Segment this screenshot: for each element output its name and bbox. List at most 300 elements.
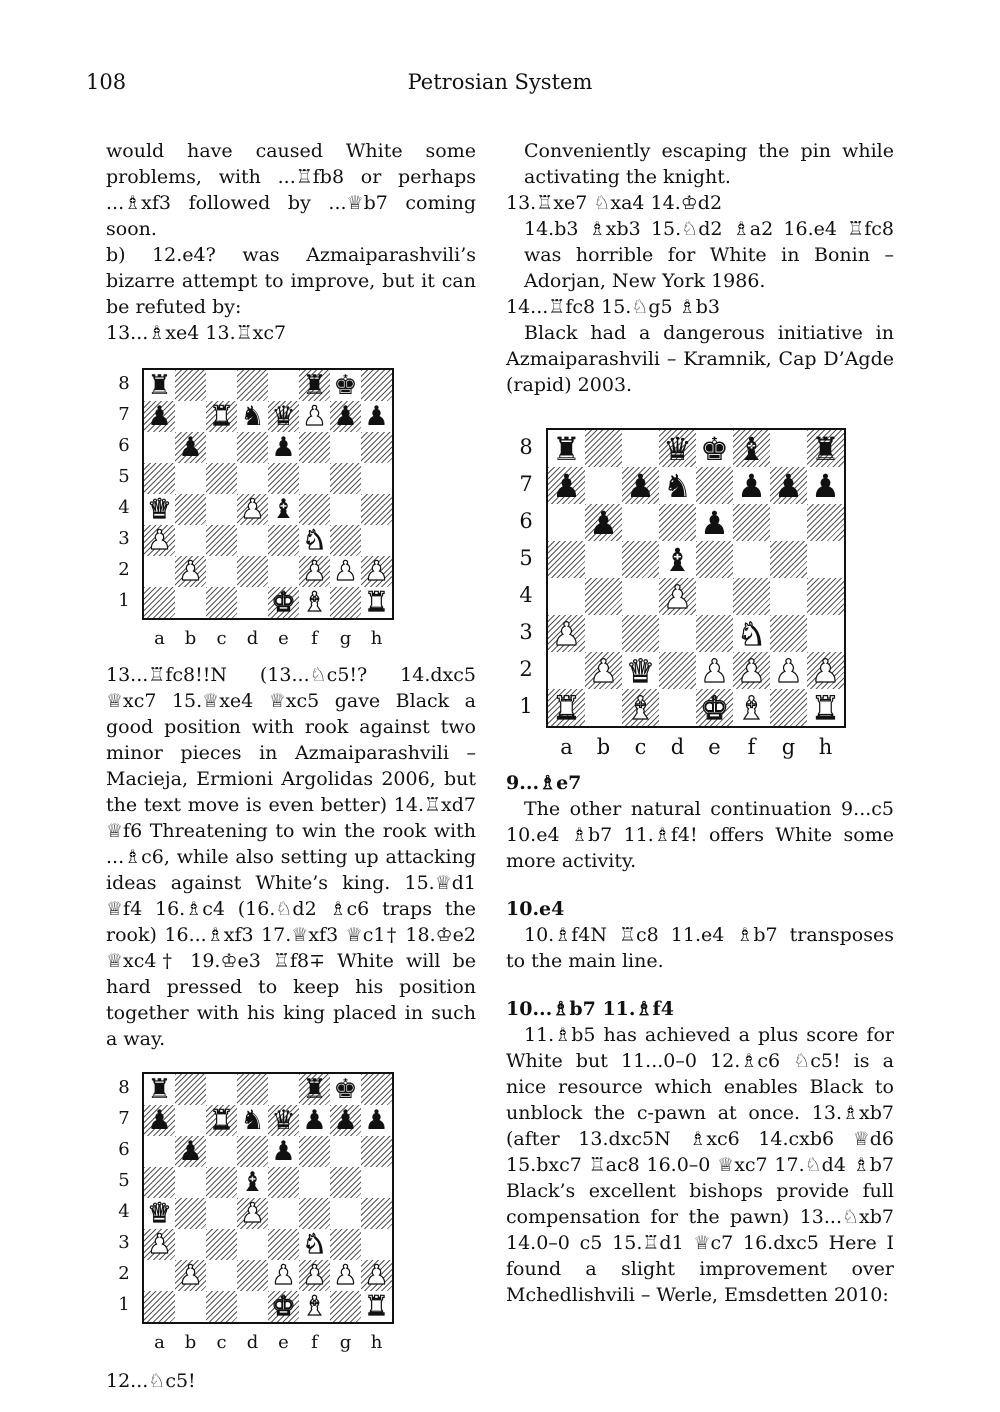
black-pawn-icon: ♟ (737, 466, 766, 505)
rank-label: 8 (118, 1076, 130, 1098)
board-square (299, 432, 330, 463)
board-square (268, 463, 299, 494)
board-square (237, 587, 268, 618)
board-square (330, 1136, 361, 1167)
file-label: f (747, 735, 756, 759)
board-square (268, 1105, 299, 1136)
board-square (206, 432, 237, 463)
board-square (622, 504, 659, 541)
board-square (622, 467, 659, 504)
board-square (299, 1260, 330, 1291)
board-square (330, 1291, 361, 1322)
board-square (175, 1167, 206, 1198)
black-king-icon: ♚ (333, 1074, 358, 1105)
file-label: a (154, 628, 165, 649)
board-square (585, 504, 622, 541)
board-square (144, 1167, 175, 1198)
black-pawn-icon: ♟ (552, 466, 581, 505)
white-queen-icon: ♛ (626, 651, 655, 690)
paragraph: b) 12.e4? was Azmaiparashvili’s bizarre attempt to improve, but it can be refuted by: (106, 244, 476, 318)
board-square (330, 432, 361, 463)
file-label: d (670, 735, 685, 759)
board-square (175, 1074, 206, 1105)
left-column (106, 138, 476, 1394)
board-square (144, 1198, 175, 1229)
rank-label: 5 (118, 465, 130, 487)
white-knight-icon: ♞ (302, 1229, 327, 1260)
board-square (206, 525, 237, 556)
board-square (237, 1291, 268, 1322)
rank-label: 3 (519, 619, 533, 644)
white-bishop-icon: ♝ (737, 688, 766, 727)
board-square (144, 1074, 175, 1105)
board-square (144, 432, 175, 463)
board-square (733, 504, 770, 541)
board-square (237, 1229, 268, 1260)
rank-label: 1 (118, 589, 130, 611)
rank-label: 3 (118, 527, 130, 549)
paragraph: The other natural continuation 9...c5 10.e4 ♗b7 11.♗f4! offers White some more activity. (506, 798, 894, 872)
white-rook-icon: ♜ (209, 1105, 234, 1136)
move-heading: 10.e4 (506, 898, 565, 920)
board-square (807, 689, 844, 726)
chess-diagram-3 (506, 428, 894, 760)
board-square (299, 401, 330, 432)
file-label: d (246, 1332, 259, 1353)
file-label: a (560, 735, 573, 759)
white-pawn-icon: ♟ (552, 614, 581, 653)
white-pawn-icon: ♟ (663, 577, 692, 616)
board-square (548, 652, 585, 689)
board-square (733, 467, 770, 504)
white-rook-icon: ♜ (364, 1291, 389, 1322)
board-square (237, 494, 268, 525)
move-heading: 9...♗e7 (506, 772, 582, 794)
board-square (659, 541, 696, 578)
board-square (175, 1105, 206, 1136)
board-square (548, 504, 585, 541)
board-square (622, 541, 659, 578)
rank-label: 8 (519, 434, 533, 459)
board-square (175, 432, 206, 463)
board-square (268, 1167, 299, 1198)
board-square (361, 370, 392, 401)
board-square (237, 1198, 268, 1229)
board-square (361, 1167, 392, 1198)
rank-label: 7 (519, 471, 533, 496)
board-square (268, 432, 299, 463)
board-square (206, 1229, 237, 1260)
right-column (506, 138, 894, 1308)
rank-label: 5 (519, 545, 533, 570)
rank-label: 2 (118, 558, 130, 580)
board-square (206, 1136, 237, 1167)
board-square (330, 494, 361, 525)
black-bishop-icon: ♝ (663, 540, 692, 579)
board-square (144, 1105, 175, 1136)
board-square (299, 1291, 330, 1322)
rank-label: 4 (519, 582, 533, 607)
white-pawn-icon: ♟ (147, 1229, 172, 1260)
rank-label: 3 (118, 1231, 130, 1253)
board-square (144, 525, 175, 556)
rank-label: 2 (118, 1262, 130, 1284)
rank-label: 2 (519, 656, 533, 681)
white-pawn-icon: ♟ (302, 556, 327, 587)
board-square (330, 1105, 361, 1136)
white-pawn-icon: ♟ (700, 651, 729, 690)
black-king-icon: ♚ (333, 370, 358, 401)
black-knight-icon: ♞ (663, 466, 692, 505)
board-square (733, 615, 770, 652)
rank-label: 6 (118, 434, 130, 456)
board-square (361, 556, 392, 587)
file-label: b (596, 735, 611, 759)
file-labels (106, 626, 392, 652)
board-square (361, 587, 392, 618)
chess-diagram-2 (106, 1072, 476, 1356)
board-square (330, 1074, 361, 1105)
board-square (206, 1167, 237, 1198)
board-square (175, 1229, 206, 1260)
board-square (361, 494, 392, 525)
file-label: c (216, 1332, 227, 1353)
board-square (268, 1260, 299, 1291)
white-pawn-icon: ♟ (302, 1260, 327, 1291)
board-square (361, 1105, 392, 1136)
board-square (330, 525, 361, 556)
board-square (733, 652, 770, 689)
board-square (330, 401, 361, 432)
black-king-icon: ♚ (700, 429, 729, 468)
rank-label: 4 (118, 1200, 130, 1222)
board-square (206, 1260, 237, 1291)
rank-labels (106, 1072, 142, 1324)
board-square (206, 1291, 237, 1322)
white-pawn-icon: ♟ (589, 651, 618, 690)
board-square (659, 652, 696, 689)
board-square (175, 463, 206, 494)
board-square (622, 689, 659, 726)
board-square (548, 467, 585, 504)
board-square (175, 1198, 206, 1229)
rank-label: 4 (118, 496, 130, 518)
board-square (696, 615, 733, 652)
board-square (330, 463, 361, 494)
page-number: 108 (86, 70, 127, 94)
board-square (696, 504, 733, 541)
black-queen-icon: ♛ (663, 429, 692, 468)
file-label: e (708, 735, 721, 759)
black-pawn-icon: ♟ (178, 432, 203, 463)
running-head: Petrosian System (407, 70, 593, 94)
board-square (585, 652, 622, 689)
file-labels (506, 734, 844, 760)
board-square (770, 652, 807, 689)
board-square (696, 541, 733, 578)
rank-label: 6 (118, 1138, 130, 1160)
rank-labels (506, 428, 546, 728)
board-square (807, 578, 844, 615)
rank-label: 1 (118, 1293, 130, 1315)
board-square (268, 1136, 299, 1167)
board-square (585, 615, 622, 652)
board-square (237, 525, 268, 556)
board-square (585, 578, 622, 615)
black-rook-icon: ♜ (302, 1074, 327, 1105)
white-queen-icon: ♛ (147, 494, 172, 525)
board-square (696, 689, 733, 726)
board-square (696, 467, 733, 504)
black-rook-icon: ♜ (552, 429, 581, 468)
chess-board (546, 428, 846, 728)
board-square (237, 1167, 268, 1198)
file-label: g (339, 1332, 352, 1353)
board-square (299, 494, 330, 525)
black-rook-icon: ♜ (147, 1074, 172, 1105)
file-label: b (184, 628, 197, 649)
black-pawn-icon: ♟ (589, 503, 618, 542)
board-square (175, 556, 206, 587)
board-square (237, 401, 268, 432)
board-square (175, 494, 206, 525)
white-king-icon: ♚ (271, 1291, 296, 1322)
file-label: e (278, 628, 289, 649)
white-knight-icon: ♞ (302, 525, 327, 556)
board-square (807, 504, 844, 541)
black-pawn-icon: ♟ (302, 1105, 327, 1136)
board-square (361, 1136, 392, 1167)
file-label: f (311, 1332, 318, 1353)
black-rook-icon: ♜ (302, 370, 327, 401)
rank-label: 1 (519, 693, 533, 718)
board-square (733, 430, 770, 467)
board-square (299, 370, 330, 401)
board-square (361, 1291, 392, 1322)
white-pawn-icon: ♟ (333, 556, 358, 587)
white-bishop-icon: ♝ (626, 688, 655, 727)
black-pawn-icon: ♟ (333, 1105, 358, 1136)
black-knight-icon: ♞ (240, 1105, 265, 1136)
white-pawn-icon: ♟ (811, 651, 840, 690)
board-square (622, 578, 659, 615)
board-square (330, 1260, 361, 1291)
board-square (206, 494, 237, 525)
file-label: h (370, 628, 383, 649)
board-square (330, 1229, 361, 1260)
white-pawn-icon: ♟ (240, 494, 265, 525)
board-square (696, 652, 733, 689)
move-heading: 10...♗b7 11.♗f4 (506, 998, 674, 1020)
move-line: 13.♖xe7 ♘xa4 14.♔d2 (506, 192, 723, 214)
board-square (659, 467, 696, 504)
board-square (622, 615, 659, 652)
board-square (548, 430, 585, 467)
white-pawn-icon: ♟ (147, 525, 172, 556)
white-knight-icon: ♞ (737, 614, 766, 653)
board-square (548, 578, 585, 615)
board-square (807, 467, 844, 504)
board-square (237, 432, 268, 463)
rank-label: 7 (118, 1107, 130, 1129)
move-line: 12...♘c5! (106, 1370, 196, 1392)
board-square (268, 1229, 299, 1260)
board-square (206, 463, 237, 494)
white-rook-icon: ♜ (209, 401, 234, 432)
board-square (144, 1136, 175, 1167)
board-square (237, 463, 268, 494)
board-square (268, 370, 299, 401)
white-pawn-icon: ♟ (364, 556, 389, 587)
file-label: e (278, 1332, 289, 1353)
board-square (299, 463, 330, 494)
paragraph: would have caused White some problems, with ...♖fb8 or perhaps ...♗xf3 followed by ...♕b7 coming soon. (106, 140, 476, 240)
board-square (585, 467, 622, 504)
board-square (206, 1105, 237, 1136)
file-label: h (370, 1332, 383, 1353)
paragraph: Black had a dangerous initiative in Azmaiparashvili – Kramnik, Cap D’Agde (rapid) 2003. (506, 322, 894, 396)
black-bishop-icon: ♝ (271, 494, 296, 525)
board-square (585, 541, 622, 578)
board-square (268, 401, 299, 432)
white-king-icon: ♚ (700, 688, 729, 727)
black-bishop-icon: ♝ (737, 429, 766, 468)
board-square (770, 467, 807, 504)
board-square (770, 578, 807, 615)
black-queen-icon: ♛ (271, 401, 296, 432)
file-label: b (184, 1332, 197, 1353)
black-rook-icon: ♜ (811, 429, 840, 468)
board-square (299, 1167, 330, 1198)
board-square (144, 556, 175, 587)
board-square (268, 494, 299, 525)
board-square (175, 401, 206, 432)
board-square (268, 556, 299, 587)
paragraph: 10.♗f4N ♖c8 11.e4 ♗b7 transposes to the main line. (506, 924, 894, 972)
rank-label: 6 (519, 508, 533, 533)
rank-label: 8 (118, 372, 130, 394)
move-line: 14...♖fc8 15.♘g5 ♗b3 (506, 296, 720, 318)
white-bishop-icon: ♝ (302, 1291, 327, 1322)
board-square (144, 401, 175, 432)
board-square (237, 370, 268, 401)
white-queen-icon: ♛ (147, 1198, 172, 1229)
board-square (733, 541, 770, 578)
board-square (807, 652, 844, 689)
board-square (659, 615, 696, 652)
paragraph: 14.b3 ♗xb3 15.♘d2 ♗a2 16.e4 ♖fc8 was horrible for White in Bonin – Adorjan, New York 1986. (524, 218, 894, 292)
black-pawn-icon: ♟ (774, 466, 803, 505)
board-square (770, 689, 807, 726)
file-label: c (634, 735, 647, 759)
board-square (175, 1136, 206, 1167)
white-bishop-icon: ♝ (302, 587, 327, 618)
board-square (299, 556, 330, 587)
board-square (206, 556, 237, 587)
black-queen-icon: ♛ (271, 1105, 296, 1136)
board-square (548, 689, 585, 726)
board-square (361, 1198, 392, 1229)
board-square (299, 1105, 330, 1136)
board-square (585, 430, 622, 467)
board-square (361, 1229, 392, 1260)
white-pawn-icon: ♟ (271, 1260, 296, 1291)
chess-diagram-1 (106, 368, 476, 652)
board-square (299, 587, 330, 618)
black-pawn-icon: ♟ (271, 1136, 296, 1167)
black-knight-icon: ♞ (240, 401, 265, 432)
chess-board (142, 368, 394, 620)
white-pawn-icon: ♟ (774, 651, 803, 690)
board-square (330, 1167, 361, 1198)
board-square (622, 652, 659, 689)
white-pawn-icon: ♟ (737, 651, 766, 690)
board-square (206, 370, 237, 401)
board-square (696, 430, 733, 467)
board-square (770, 430, 807, 467)
board-square (299, 1198, 330, 1229)
chess-board (142, 1072, 394, 1324)
paragraph: 11.♗b5 has achieved a plus score for White but 11...0–0 12.♗c6 ♘c5! is a nice resource which enables Black to unblock the c-pawn at once. 13.♗xb7 (after 13.dxc5N ♗xc6 14.cxb6 ♕d6 15.bxc7 ♖ac8 16.0–0 ♕xc7 17.♘d4 ♗b7 Black’s excellent bishops provide full compensation for the pawn) 13...♘xb7 14.0–0 c5 15.♖d1 ♕c7 16.dxc5 Here I found a slight improvement over Mchedlishvili – Werle, Emsdetten 2010: (506, 1024, 894, 1306)
white-king-icon: ♚ (271, 587, 296, 618)
board-square (770, 504, 807, 541)
board-square (175, 525, 206, 556)
board-square (206, 1074, 237, 1105)
board-square (585, 689, 622, 726)
board-square (361, 1074, 392, 1105)
board-square (144, 1291, 175, 1322)
board-square (299, 1229, 330, 1260)
black-pawn-icon: ♟ (271, 432, 296, 463)
board-square (361, 432, 392, 463)
board-square (659, 689, 696, 726)
paragraph: Conveniently escaping the pin while activating the knight. (524, 140, 894, 188)
board-square (299, 1136, 330, 1167)
board-square (330, 556, 361, 587)
board-square (330, 1198, 361, 1229)
board-square (733, 578, 770, 615)
board-square (206, 587, 237, 618)
board-square (237, 556, 268, 587)
board-square (770, 615, 807, 652)
board-square (330, 370, 361, 401)
black-bishop-icon: ♝ (240, 1167, 265, 1198)
board-square (175, 587, 206, 618)
board-square (659, 578, 696, 615)
file-label: d (246, 628, 259, 649)
board-square (237, 1260, 268, 1291)
board-square (268, 1291, 299, 1322)
file-label: h (818, 735, 833, 759)
board-square (659, 430, 696, 467)
black-rook-icon: ♜ (147, 370, 172, 401)
white-rook-icon: ♜ (552, 688, 581, 727)
white-pawn-icon: ♟ (333, 1260, 358, 1291)
file-label: g (339, 628, 352, 649)
board-square (237, 1105, 268, 1136)
board-square (175, 1260, 206, 1291)
file-label: c (216, 628, 227, 649)
board-square (548, 541, 585, 578)
board-square (696, 578, 733, 615)
file-labels (106, 1330, 392, 1356)
white-rook-icon: ♜ (364, 587, 389, 618)
board-square (361, 1260, 392, 1291)
black-pawn-icon: ♟ (364, 1105, 389, 1136)
file-label: g (781, 735, 796, 759)
board-square (237, 1074, 268, 1105)
board-square (361, 463, 392, 494)
